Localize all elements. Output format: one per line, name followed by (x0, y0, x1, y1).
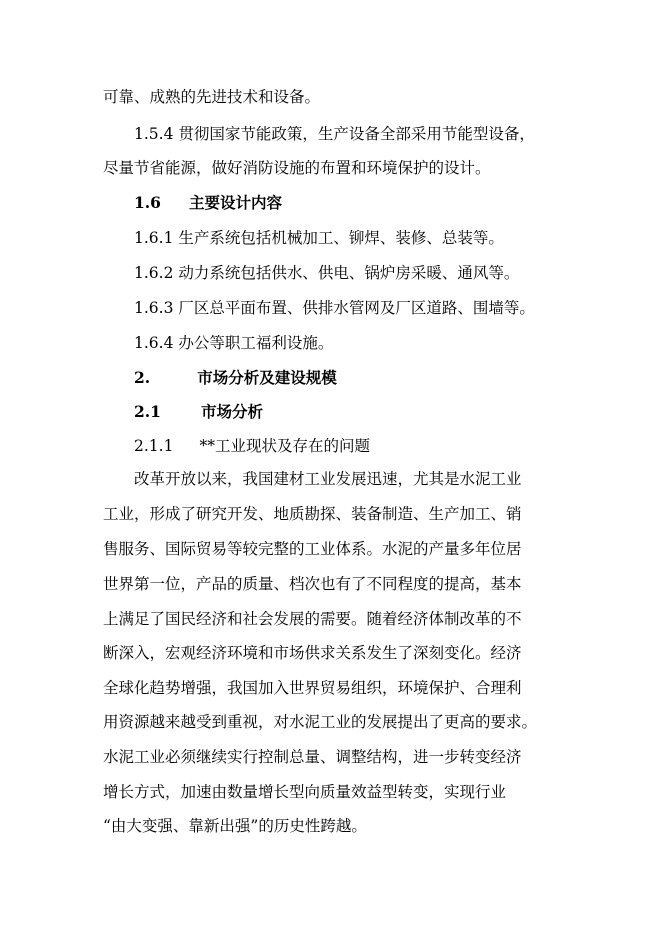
clause-1-5-4-line-2: 尽量节省能源，做好消防设施的布置和环境保护的设计。 (103, 159, 491, 177)
paragraph-line: 断深入，宏观经济环境和市场供求关系发生了深刻变化。经济 (103, 644, 522, 662)
section-2-1-1-heading (134, 436, 370, 456)
paragraph-line: 改革开放以来，我国建材工业发展迅速，尤其是水泥工业 (134, 470, 522, 488)
paragraph-line: 上满足了国民经济和社会发展的需要。随着经济体制改革的不 (103, 610, 522, 628)
paragraph-line: “由大变强、靠新出强”的历史性跨越。 (103, 817, 367, 835)
heading-number: 2. (134, 368, 151, 387)
paragraph-line: 增长方式，加速由数量增长型向质量效益型转变，实现行业 (103, 783, 507, 801)
heading-number: 1.6 (134, 193, 161, 212)
paragraph-line: 用资源越来越受到重视，对水泥工业的发展提出了更高的要求。 (103, 713, 538, 731)
heading-title: **工业现状及存在的问题 (199, 437, 370, 455)
heading-number: 2.1.1 (134, 437, 174, 455)
paragraph-line: 工业，形成了研究开发、地质勘探、装备制造、生产加工、销 (103, 505, 522, 523)
section-2-1-heading (134, 402, 263, 422)
section-2-heading (134, 368, 337, 388)
heading-number: 2.1 (134, 402, 161, 421)
clause-1-6-3: 1.6.3 厂区总平面布置、供排水管网及厂区道路、围墙等。 (134, 299, 535, 317)
paragraph-line: 水泥工业必须继续实行控制总量、调整结构，进一步转变经济 (103, 748, 522, 766)
paragraph-line: 售服务、国际贸易等较完整的工业体系。水泥的产量多年位居 (103, 540, 522, 558)
paragraph-line: 全球化趋势增强，我国加入世界贸易组织，环境保护、合理利 (103, 679, 522, 697)
clause-1-6-1: 1.6.1 生产系统包括机械加工、铆焊、装修、总装等。 (134, 229, 504, 247)
paragraph-line: 世界第一位，产品的质量、档次也有了不同程度的提高，基本 (103, 575, 522, 593)
heading-title: 市场分析及建设规模 (197, 368, 337, 387)
clause-1-6-2: 1.6.2 动力系统包括供水、供电、锅炉房采暖、通风等。 (134, 264, 520, 282)
clause-1-6-4: 1.6.4 办公等职工福利设施。 (134, 334, 334, 352)
clause-1-5-4-line-1: 1.5.4 贯彻国家节能政策，生产设备全部采用节能型设备， (134, 125, 535, 143)
section-1-6-heading (134, 193, 282, 213)
heading-title: 市场分析 (200, 402, 263, 421)
heading-title: 主要设计内容 (188, 193, 282, 212)
body-line: 可靠、成熟的先进技术和设备。 (103, 88, 321, 106)
